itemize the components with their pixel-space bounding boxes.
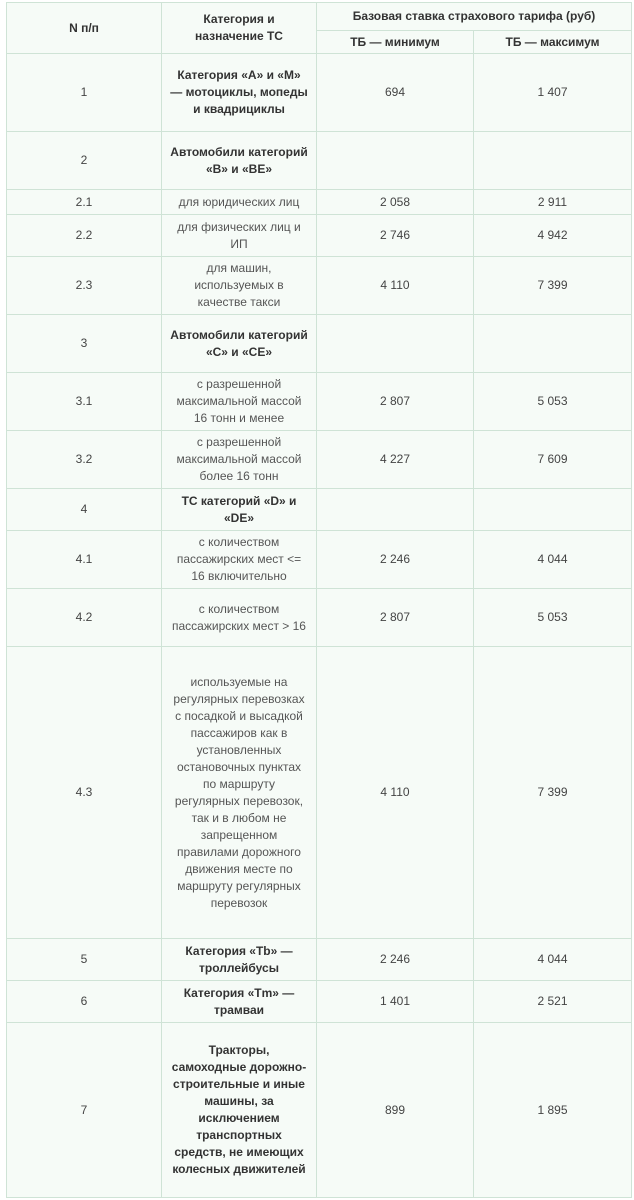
row-min: 2 246 [317,531,474,589]
row-number: 3.1 [7,373,162,431]
row-number: 3.2 [7,431,162,489]
row-max: 5 053 [474,373,632,431]
row-max: 7 399 [474,257,632,315]
row-max [474,315,632,373]
row-max [474,489,632,531]
row-category: Автомобили категорий «В» и «ВЕ» [162,132,317,190]
row-category: используемые на регулярных перевозках с посадкой и высадкой пассажиров как в установленных остановочных пунктах по маршруту регулярных перевозок, так и в любом не запрещенном правилами дорожного движения месте по маршруту регулярных перевозок [162,647,317,939]
row-number: 2.3 [7,257,162,315]
row-number: 2.2 [7,215,162,257]
table-row [7,647,632,939]
row-min: 1 401 [317,981,474,1023]
row-min [317,132,474,190]
row-category: Автомобили категорий «С» и «СЕ» [162,315,317,373]
row-min: 2 246 [317,939,474,981]
row-min [317,315,474,373]
table-row [7,257,632,315]
row-category: с разрешенной максимальной массой 16 тонн и менее [162,373,317,431]
row-min: 694 [317,54,474,132]
header-base-rate: Базовая ставка страхового тарифа (руб) [317,3,632,31]
row-min: 2 807 [317,373,474,431]
table-row [7,190,632,215]
row-min: 4 110 [317,257,474,315]
row-category: Тракторы, самоходные дорожно-строительные и иные машины, за исключением транспортных средств, не имеющих колесных движителей [162,1023,317,1198]
row-max: 4 942 [474,215,632,257]
row-min: 4 110 [317,647,474,939]
row-category: для юридических лиц [162,190,317,215]
row-max: 4 044 [474,939,632,981]
table-row [7,315,632,373]
row-number: 6 [7,981,162,1023]
row-max: 1 407 [474,54,632,132]
header-max: ТБ — максимум [474,31,632,54]
row-max: 5 053 [474,589,632,647]
row-max: 1 895 [474,1023,632,1198]
table-row [7,489,632,531]
row-max: 2 521 [474,981,632,1023]
row-category: ТС категорий «D» и «DE» [162,489,317,531]
table-row [7,132,632,190]
header-num: N п/п [7,3,162,54]
row-number: 4 [7,489,162,531]
row-number: 2 [7,132,162,190]
table-row [7,981,632,1023]
row-max: 7 399 [474,647,632,939]
row-min [317,489,474,531]
row-min: 899 [317,1023,474,1198]
row-category: с разрешенной максимальной массой более 16 тонн [162,431,317,489]
table-row [7,54,632,132]
table-row [7,215,632,257]
header-min: ТБ — минимум [317,31,474,54]
table-row [7,531,632,589]
row-category: с количеством пассажирских мест <= 16 включительно [162,531,317,589]
row-min: 2 807 [317,589,474,647]
row-category: для физических лиц и ИП [162,215,317,257]
row-number: 4.3 [7,647,162,939]
row-max [474,132,632,190]
table-row [7,939,632,981]
row-category: с количеством пассажирских мест > 16 [162,589,317,647]
row-number: 2.1 [7,190,162,215]
row-category: для машин, используемых в качестве такси [162,257,317,315]
row-number: 1 [7,54,162,132]
table-row [7,373,632,431]
row-min: 4 227 [317,431,474,489]
row-category: Категория «А» и «М» — мотоциклы, мопеды и квадрициклы [162,54,317,132]
row-number: 7 [7,1023,162,1198]
header-category: Категория и назначение ТС [162,3,317,54]
row-number: 4.1 [7,531,162,589]
row-category: Категория «Tb» — троллейбусы [162,939,317,981]
row-max: 4 044 [474,531,632,589]
row-min: 2 746 [317,215,474,257]
row-min: 2 058 [317,190,474,215]
row-category: Категория «Tm» — трамваи [162,981,317,1023]
table-row [7,431,632,489]
tariff-table [6,2,632,1198]
row-max: 2 911 [474,190,632,215]
table-row [7,1023,632,1198]
row-number: 3 [7,315,162,373]
table-row [7,589,632,647]
row-max: 7 609 [474,431,632,489]
row-number: 4.2 [7,589,162,647]
row-number: 5 [7,939,162,981]
